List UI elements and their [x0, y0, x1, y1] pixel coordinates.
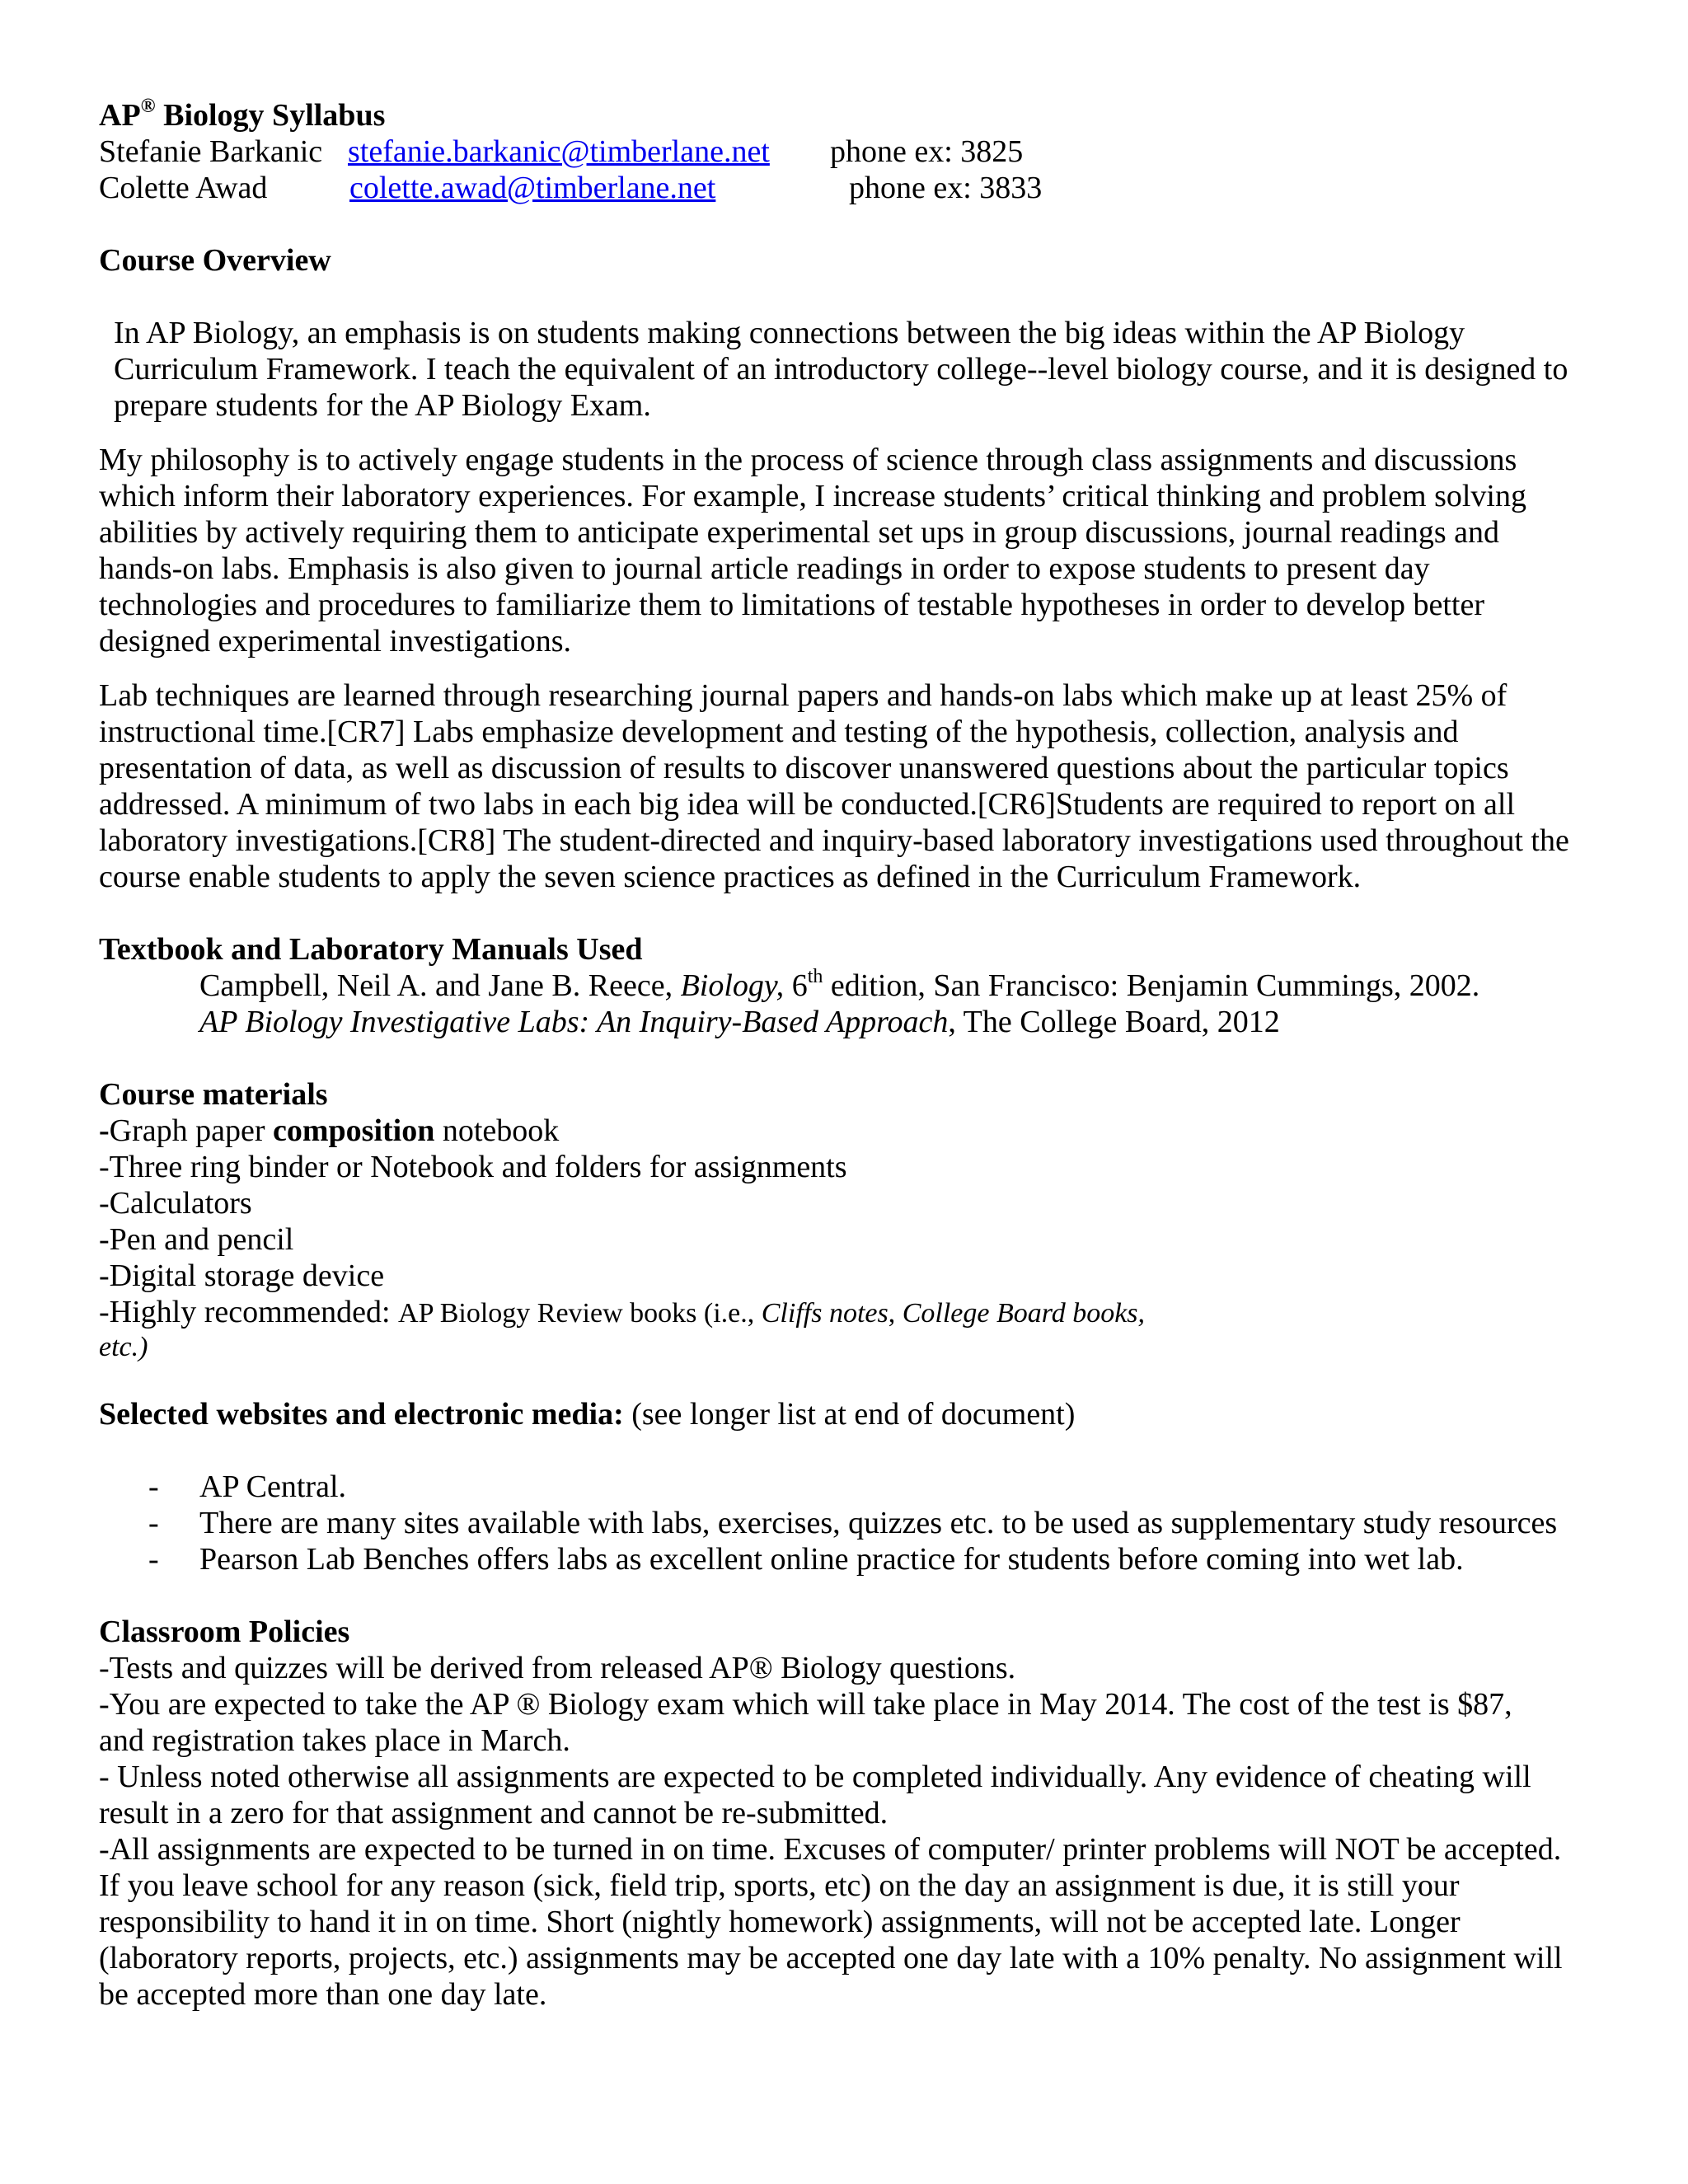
section-heading-websites: Selected websites and electronic media:	[99, 1397, 624, 1432]
contact-row-awad	[99, 170, 1589, 206]
contact-name: Colette Awad	[99, 171, 268, 205]
title-prefix: AP	[99, 98, 141, 133]
page-title	[99, 97, 1589, 134]
materials-italic-text: Cliffs notes	[761, 1298, 889, 1329]
contact-phone: phone ex: 3825	[830, 134, 1024, 169]
materials-item-continuation: etc.)	[99, 1332, 148, 1362]
materials-item-recommended	[99, 1294, 1589, 1332]
title-suffix: Biology Syllabus	[155, 98, 386, 133]
reference-edition: 6	[784, 968, 808, 1003]
policy-individual-work: - Unless noted otherwise all assignments are expected to be completed individually. Any evidence of cheating will result in a zero for that assignment and cannot be re-submitted.	[99, 1760, 1531, 1830]
reference-title: Biology,	[680, 968, 785, 1003]
contact-phone: phone ex: 3833	[849, 171, 1043, 205]
materials-bold-text: composition	[273, 1113, 435, 1148]
lab-manual-title: AP Biology Investigative Labs: An Inquiry-Based Approach	[199, 1005, 949, 1039]
list-dash: -	[99, 1113, 110, 1148]
reference-authors: Campbell, Neil A. and Jane B. Reece,	[199, 968, 681, 1003]
section-heading-overview: Course Overview	[99, 243, 331, 278]
contact-row-barkanic	[99, 134, 1589, 170]
philosophy-paragraph: My philosophy is to actively engage students in the process of science through class assignments and discussions which inform their laboratory experiences. For example, I increase students’ critical thinking and problem solving abilities by actively requiring them to anticipate experimental set ups in group discussions, journal readings and hands-on labs. Emphasis is also given to journal article readings in order to expose students to present day technologies and procedures to familiarize them to limitations of testable hypotheses in order to develop better designed experimental investigations.	[99, 443, 1526, 658]
materials-item: -Digital storage device	[99, 1258, 385, 1293]
list-item: - There are many sites available with labs, exercises, quizzes etc. to be used as supplementary study resources	[148, 1506, 1558, 1540]
contact-email-link[interactable]: colette.awad@timberlane.net	[349, 171, 716, 205]
policy-late-work: -All assignments are expected to be turned in on time. Excuses of computer/ printer problems will NOT be accepted. If you leave school for any reason (sick, field trip, sports, etc) on the day an assignment is due, it is still your responsibility to hand it in on time. Short (nightly homework) assignments, will not be accepted late. Longer (laboratory reports, projects, etc.) assignments may be accepted one day late with a 10% penalty. No assignment will be accepted more than one day late.	[99, 1832, 1563, 2012]
list-item-text: AP Central.	[199, 1469, 347, 1504]
materials-text: ,	[888, 1298, 903, 1329]
labs-paragraph: Lab techniques are learned through researching journal papers and hands-on labs which make up at least 25% of instructional time.[CR7] Labs emphasize development and testing of the hypothesis, collection, analysis and presentation of data, as well as discussion of results to discover unanswered questions about the particular topics addressed. A minimum of two labs in each big idea will be conducted.[CR6]Students are required to report on all laboratory investigations.[CR8] The student-directed and inquiry-based laboratory investigations used throughout the course enable students to apply the seven science practices as defined in the Curriculum Framework.	[99, 678, 1569, 894]
materials-text: AP Biology Review books (i.e.,	[398, 1298, 762, 1329]
list-item: - Pearson Lab Benches offers labs as excellent online practice for students before coming into wet lab.	[148, 1542, 1464, 1577]
websites-list	[99, 1469, 1589, 1577]
list-item-text: Pearson Lab Benches offers labs as excellent online practice for students before coming into wet lab.	[199, 1542, 1464, 1577]
reference-publisher: edition, San Francisco: Benjamin Cummings, 2002.	[823, 968, 1480, 1003]
reference-edition-suffix: th	[807, 966, 823, 987]
contact-email-link[interactable]: stefanie.barkanic@timberlane.net	[348, 134, 770, 169]
list-item-text: There are many sites available with labs, exercises, quizzes etc. to be used as supplementary study resources	[199, 1506, 1558, 1540]
policy-exam: -You are expected to take the AP ® Biology exam which will take place in May 2014. The cost of the test is $87, and registration takes place in March.	[99, 1687, 1512, 1758]
websites-note: (see longer list at end of document)	[623, 1397, 1076, 1432]
materials-text: Graph paper	[109, 1113, 274, 1148]
materials-italic-text: College Board books,	[902, 1298, 1146, 1329]
list-item: - AP Central.	[148, 1469, 347, 1504]
materials-item	[99, 1113, 1589, 1149]
textbook-reference	[199, 968, 1589, 1004]
section-heading-policies: Classroom Policies	[99, 1615, 350, 1649]
materials-item: -Pen and pencil	[99, 1222, 294, 1257]
lab-manual-publisher: , The College Board, 2012	[948, 1005, 1280, 1039]
materials-text: notebook	[434, 1113, 560, 1148]
materials-item: -Three ring binder or Notebook and folders for assignments	[99, 1150, 847, 1184]
materials-text: -Highly recommended:	[99, 1295, 399, 1329]
websites-heading-line	[99, 1396, 1589, 1432]
contact-name: Stefanie Barkanic	[99, 134, 323, 169]
lab-manual-reference	[199, 1004, 1589, 1040]
overview-intro-paragraph: In AP Biology, an emphasis is on students making connections between the big ideas within the AP Biology Curriculum Framework. I teach the equivalent of an introductory college--level biology course, and it is designed to prepare students for the AP Biology Exam.	[114, 316, 1568, 423]
section-heading-textbook: Textbook and Laboratory Manuals Used	[99, 932, 643, 967]
policy-tests: -Tests and quizzes will be derived from released AP® Biology questions.	[99, 1651, 1016, 1685]
materials-item: -Calculators	[99, 1186, 252, 1221]
registered-mark: ®	[140, 96, 156, 117]
section-heading-materials: Course materials	[99, 1077, 328, 1112]
